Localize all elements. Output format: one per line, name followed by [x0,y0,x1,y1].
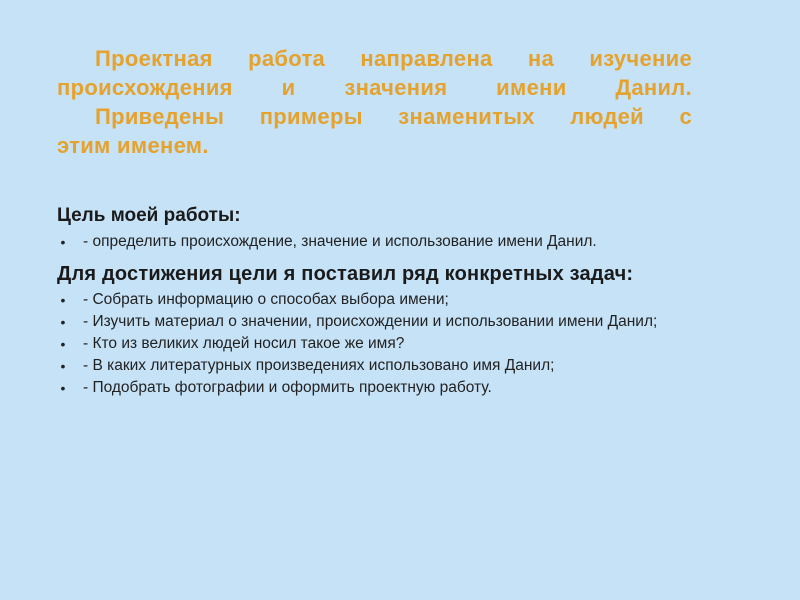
task-item-text: - В каких литературных произведениях использовано имя Данил; [83,357,555,374]
bullet-icon: • [60,292,66,308]
task-item [57,356,692,376]
task-item [57,290,692,310]
bullet-icon: • [60,380,66,396]
task-item [57,334,692,354]
task-item [57,378,692,398]
task-item-text: - Подобрать фотографии и оформить проектную работу. [83,379,492,396]
intro-line-4: этим именем. [57,133,209,158]
task-item-text: - Собрать информацию о способах выбора имени; [83,291,449,308]
intro-line-1: Проектная работа направлена на изучение [95,46,692,71]
task-item-text: - Изучить материал о значении, происхождении и использовании имени Данил; [83,313,658,330]
bullet-icon: • [60,336,66,352]
goal-list [57,232,692,252]
intro-paragraph [57,44,692,160]
goal-item [57,232,692,252]
task-item [57,312,692,332]
bullet-icon: • [60,234,66,250]
intro-line-2: происхождения и значения имени Данил. [57,75,692,100]
bullet-icon: • [60,314,66,330]
task-item-text: - Кто из великих людей носил такое же имя? [83,335,405,352]
tasks-list [57,290,692,398]
tasks-heading: Для достижения цели я поставил ряд конкретных задач: [57,263,634,285]
bullet-icon: • [60,358,66,374]
goal-item-text: - определить происхождение, значение и использование имени Данил. [83,233,597,250]
goal-heading: Цель моей работы: [57,205,241,226]
intro-line-3: Приведены примеры знаменитых людей с [95,104,692,129]
